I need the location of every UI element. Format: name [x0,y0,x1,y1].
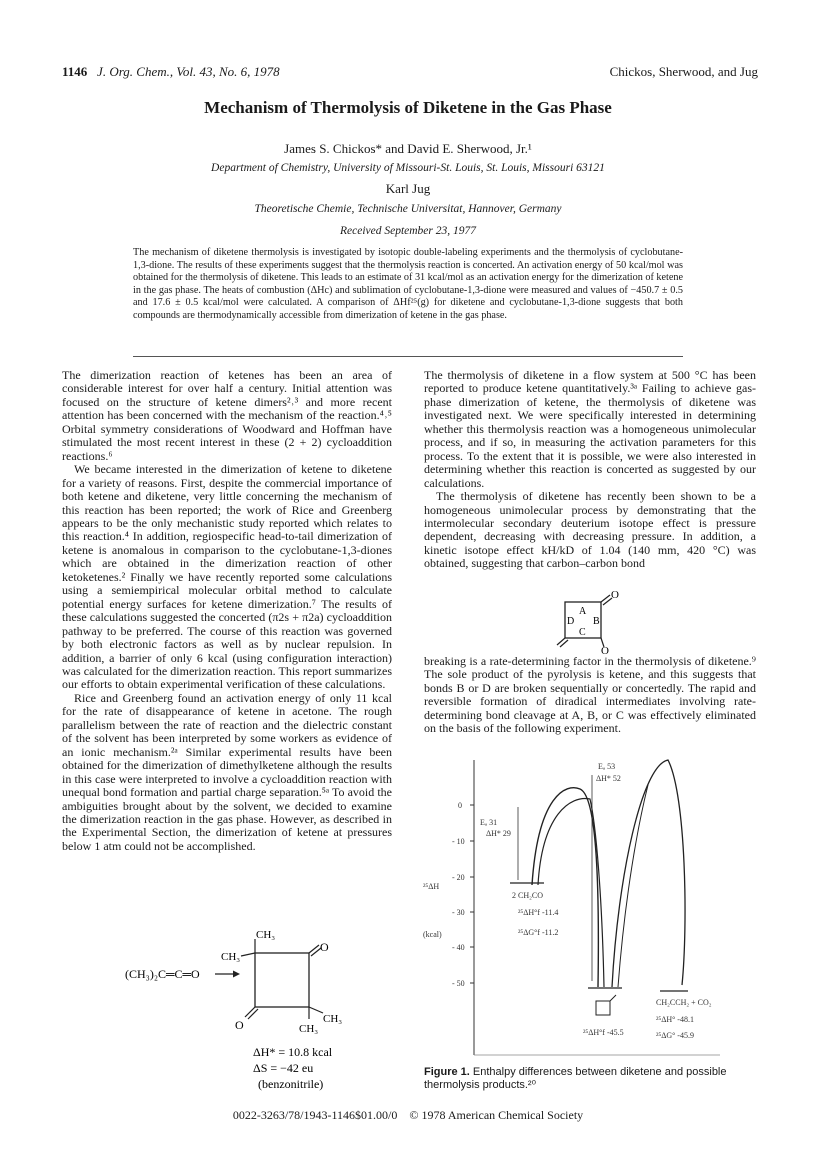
tick-label: - 50 [452,979,465,988]
tick-label: - 20 [452,873,465,882]
page-footer [0,1108,816,1123]
oxygen-label: O [611,590,619,601]
methyl-label: CH₃ [299,1023,319,1035]
tick-label: - 40 [452,943,465,952]
oxygen-label: O [601,645,609,654]
copyright: © 1978 American Chemical Society [409,1108,584,1122]
diketene-enthalpy: ²⁵ΔH°f -45.5 [583,1028,624,1037]
affiliation-1: Department of Chemistry, University of Missouri-St. Louis, St. Louis, Missouri 63121 [211,162,605,174]
ketene-free-energy: ²⁵ΔG°f -11.2 [518,928,559,937]
cyclobutanedione-ring [255,953,309,1007]
authors-line-2: Karl Jug [385,181,431,196]
paragraph: breaking is a rate-determining factor in the thermolysis of diketene.⁹ The sole product of the pyrolysis is ketene, and this suggests that bonds B or D are broken sequentially or concertedly. The rapid and reversible formation of diradical intermediates involving rate-determining bond cleavage at A, B, or C was effectively eliminated on the basis of the following experiment. [424,654,756,736]
arrow-head [233,971,240,978]
activation-enthalpy-label: ΔH* 29 [486,829,511,838]
abstract-divider [133,356,683,357]
axis-label: ²⁵ΔH [423,882,440,891]
methyl-label: CH₃ [221,951,241,963]
activation-energy-label: Eₐ 53 [598,762,616,771]
abstract: The mechanism of diketene thermolysis is investigated by isotopic double-labeling experiments and the thermolysis of cyclobutane-1,3-dione. The results of these experiments suggest that the thermolysis reaction is concerted. An activation energy of 50 kcal/mol was obtained for the thermolysis of diketene. This leads to an estimate of 31 kcal/mol as an activation energy for the dimerization of ketene in the gas phase. The heats of combustion (ΔHc) and sublimation of cyclobutane-1,3-dione were measured and values of −450.7 ± 0.5 and 17.6 ± 0.5 kcal/mol were calculated. A comparison of ΔHf²⁵(g) for diketene and cyclobutane-1,3-dione suggests that both compounds are thermodynamically accessible from dimerization of ketene in the gas phase. [133,247,683,321]
paragraph: We became interested in the dimerization of ketene to diketene for a variety of reasons. First, despite the commercial importance of both ketene and diketene, very little concerning the mechanism of this reaction has been reported; the work of Rice and Greenberg appears to be the only mechanistic study reported which relates to this reaction.⁴ In addition, regiospecific head-to-tail dimerization of ketene is anomalous in comparison to the cyclobutane-1,3-diones which are obtained in the dimerization reaction of other ketoketenes.² Finally we have recently reported some calculations using a semiempirical molecular orbital method to calculate potential energy surfaces for ketene dimerization.⁷ The results of these calculations suggested the concerted (π2s + π2a) cycloaddition pathway to be preferred. The course of this reaction was governed by both electronic factors as well as by nuclear repulsion. In addition, a barrier of only 6 kcal (using configuration interaction) was calculated for the dimerization reaction. This report summarizes our efforts to obtain experimental verification of these calculations. [62,462,392,692]
bond-label-a: A [579,606,587,617]
article-code: 0022-3263/78/1943-1146$01.00/0 [232,1108,398,1122]
products-label: CH₂CCH₂ + CO₂ [656,998,712,1007]
right-column-bottom [424,655,756,736]
diketene-icon [596,1001,610,1015]
paragraph: The dimerization reaction of ketenes has been an area of considerable interest for over half a century. Initial attention was focused on the structure of ketene dimers²˒³ and more recent attention has been concerned with the mechanism of the reaction.⁴˒⁵ Orbital symmetry considerations of Woodward and Hoffman have stimulated the most recent interest in these (2 + 2) cycloaddition reactions.⁶ [62,368,392,463]
right-column-top [424,369,756,571]
ketene-level-label: 2 CH₂CO [512,891,544,900]
products-enthalpy: ²⁵ΔH° -48.1 [656,1015,694,1024]
figure-caption [424,1066,756,1091]
axis-unit-label: (kcal) [423,930,442,939]
activation-enthalpy: ΔH* = 10.8 kcal [253,1045,333,1059]
left-column [62,369,392,853]
journal-citation: J. Org. Chem., Vol. 43, No. 6, 1978 [97,64,280,79]
figure-1-energy-diagram [420,755,740,1065]
tick-label: 0 [458,801,462,810]
thermolysis-barrier-curve [538,799,604,987]
bond-label-b: B [593,616,600,627]
authors-line-1: James S. Chickos* and David E. Sherwood, Jr.¹ [284,141,532,156]
received-date: Received September 23, 1977 [339,225,477,237]
activation-entropy: ΔS = −42 eu [253,1061,314,1075]
methyl-label: CH₃ [256,929,276,941]
figure-caption-text: Enthalpy differences between diketene and possible thermolysis products.²⁰ [424,1066,727,1091]
paragraph: Rice and Greenberg found an activation energy of only 11 kcal for the rate of disappearance of ketene in acetone. The rough parallelism between the rate of reaction and the dielectric constant of the solvent has been interpreted by some workers as evidence of an ionic mechanism.²ᵃ Similar experimental results have been obtained for the dimerization of dimethylketene although the results in this case were interpreted to involve a cycloaddition reaction with unequal bond formation and partial charge separation.⁵ᵃ To avoid the ambiguities brought about by the solvent, we decided to examine the dimerization reaction in the gas phase. However, as described in the Experimental Section, the dimerization of ketene at pressures below 1 atm could not be accomplished. [62,690,392,853]
tick-label: - 30 [452,908,465,917]
activation-enthalpy-label: ΔH* 52 [596,774,621,783]
oxygen-label: O [235,1018,244,1032]
figure-caption-label: Figure 1. [424,1066,470,1078]
running-header-authors: Chickos, Sherwood, and Jug [609,64,758,79]
bond-label-d: D [567,616,575,627]
products-free-energy: ²⁵ΔG° -45.9 [656,1031,694,1040]
reaction-scheme [115,925,385,1097]
tick-label: - 10 [452,837,465,846]
solvent-label: (benzonitrile) [258,1077,324,1091]
bond-label-c: C [579,627,586,638]
activation-energy-label: Eₐ 31 [480,818,498,827]
products-barrier-curve [612,760,685,987]
methyl-label: CH₃ [323,1013,343,1025]
reactant-label: (CH₃)₂C═C═O [125,967,200,981]
article-title: Mechanism of Thermolysis of Diketene in the Gas Phase [204,98,612,117]
paragraph: The thermolysis of diketene has recently been shown to be a homogeneous unimolecular process by demonstrating that the intermolecular secondary deuterium isotope effect is pressure dependent, decreasing with decreasing pressure. In addition, a kinetic isotope effect kH/kD of 1.04 (140 mm, 420 °C) was obtained, suggesting that carbon–carbon bond [424,489,756,571]
paragraph: The thermolysis of diketene in a flow system at 500 °C has been reported to produce ketene quantitatively.³ᵃ Failing to achieve gas-phase dimerization of ketene, the thermolysis of diketene was investigated next. We were specifically interested in determining whether this thermolysis reaction was a homogeneous unimolecular process, and if so, in measuring the activation parameters for this process. To the extent that it is possible, we were also interested in determining whether this reaction is concerted as suggested by our calculations. [424,368,756,490]
page-number: 1146 [62,64,88,79]
dimerization-barrier-curve [532,788,598,987]
diketene-structure [555,590,635,654]
oxygen-label: O [320,940,329,954]
affiliation-2: Theoretische Chemie, Technische Universitat, Hannover, Germany [254,203,562,215]
running-header-left [62,64,280,80]
ketene-enthalpy: ²⁵ΔH°f -11.4 [518,908,559,917]
